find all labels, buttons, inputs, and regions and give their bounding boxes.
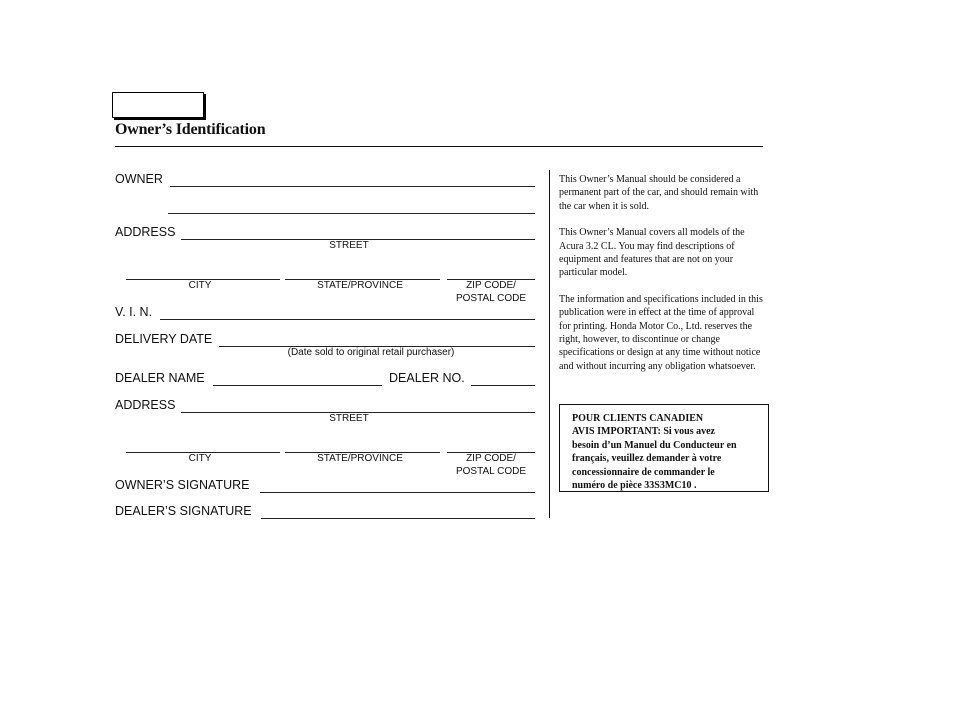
section-tab-box xyxy=(112,92,204,118)
owner-field[interactable] xyxy=(170,186,535,187)
street-caption: STREET xyxy=(329,240,369,251)
zip-caption-line1: ZIP CODE/ xyxy=(466,280,516,291)
canada-notice-line: AVIS IMPORTANT: Si vous avez xyxy=(572,426,715,438)
canada-notice-line: numéro de pièce 33S3MC10 . xyxy=(572,480,697,492)
delivery-date-label: DELIVERY DATE xyxy=(115,332,213,346)
note-paragraph: This Owner’s Manual should be considered a permanent part of the car, and should remain with the car when it is sold. xyxy=(559,174,759,212)
dealer-no-label: DEALER NO. xyxy=(389,371,465,385)
note-paragraph: The information and specifications included in this publication were in effect at the time of approval for printing. Honda Motor Co., Ltd. reserves the right, however, to discontinue or change specifications or design at any time without notice and without incurring any obligation whatsoever. xyxy=(559,293,763,372)
vin-label: V. I. N. xyxy=(115,305,153,319)
dealer-name-field[interactable] xyxy=(213,385,382,386)
column-divider xyxy=(549,170,550,518)
canada-notice-line: POUR CLIENTS CANADIEN xyxy=(572,413,704,424)
delivery-date-caption: (Date sold to original retail purchaser) xyxy=(287,347,455,358)
vin-field[interactable] xyxy=(160,319,535,320)
address-label: ADDRESS xyxy=(115,225,176,239)
state-caption: STATE/PROVINCE xyxy=(317,280,403,291)
canada-notice-box xyxy=(559,404,769,492)
owner-label: OWNER xyxy=(115,172,163,186)
dealer-street-caption: STREET xyxy=(329,413,369,424)
canada-notice-line: besoin d’un Manuel du Conducteur en xyxy=(572,439,737,451)
dealer-city-caption: CITY xyxy=(188,453,212,464)
page-title: Owner’s Identification xyxy=(115,121,266,138)
canada-notice-line: concessionnaire de commander le xyxy=(572,466,715,478)
dealer-state-caption: STATE/PROVINCE xyxy=(317,453,403,464)
dealer-no-field[interactable] xyxy=(471,385,535,386)
city-caption: CITY xyxy=(188,280,212,291)
title-rule xyxy=(115,146,763,147)
note-paragraph: This Owner’s Manual covers all models of the Acura 3.2 CL. You may find descriptions of equipment and features that are not on your particular model. xyxy=(559,227,745,279)
owner-field-line2[interactable] xyxy=(168,213,535,214)
dealer-zip-caption-line1: ZIP CODE/ xyxy=(466,453,516,464)
dealer-zip-caption-line2: POSTAL CODE xyxy=(455,466,526,477)
canada-notice-line: français, veuillez demander à votre xyxy=(572,453,722,465)
zip-caption-line2: POSTAL CODE xyxy=(455,293,526,304)
dealer-address-label: ADDRESS xyxy=(115,398,176,412)
manual-notes xyxy=(559,173,765,386)
dealer-signature-field[interactable] xyxy=(261,518,535,519)
dealer-name-label: DEALER NAME xyxy=(115,371,205,385)
owner-signature-label: OWNER’S SIGNATURE xyxy=(115,478,250,492)
dealer-signature-label: DEALER’S SIGNATURE xyxy=(115,504,252,518)
owner-signature-field[interactable] xyxy=(260,492,535,493)
